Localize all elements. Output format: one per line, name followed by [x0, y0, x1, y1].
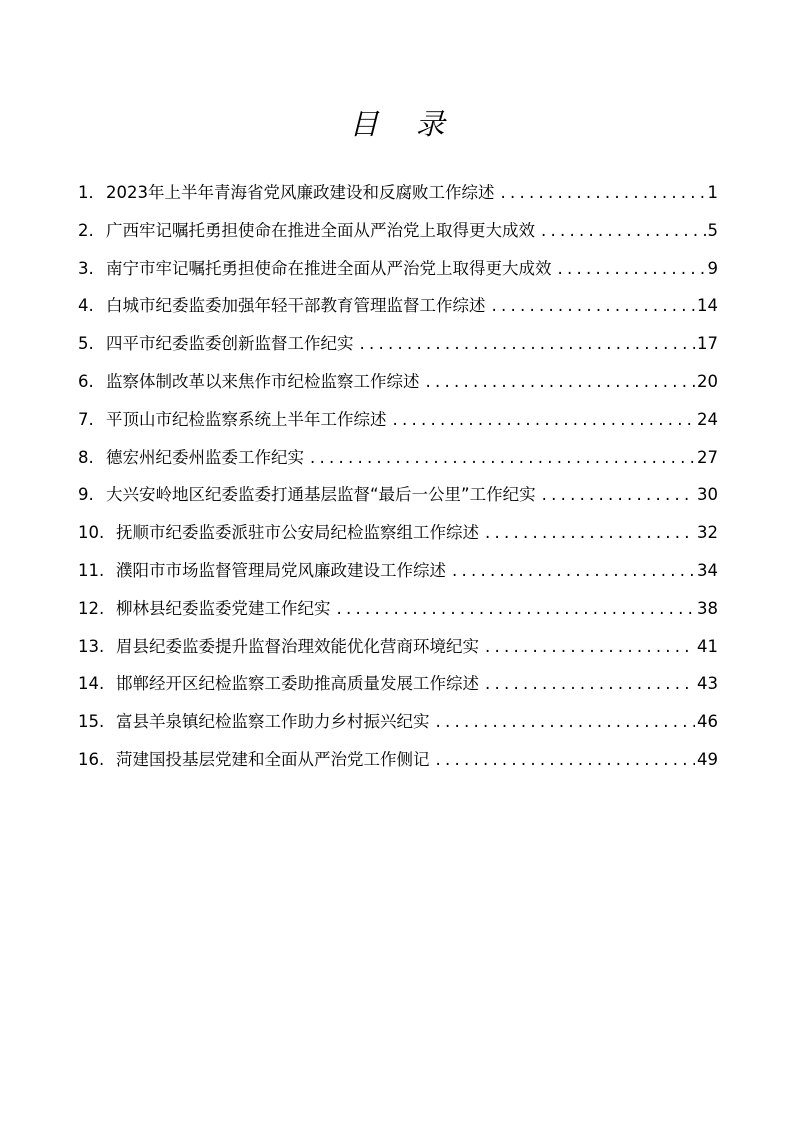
toc-entry-title: 白城市纪委监委加强年轻干部教育管理监督工作综述 — [106, 296, 486, 316]
dot-leader — [485, 522, 695, 544]
toc-entry-page: 46 — [697, 712, 718, 732]
toc-entry-number: 15. — [78, 712, 105, 732]
toc-entry-title: 抚顺市纪委监委派驻市公安局纪检监察组工作综述 — [116, 523, 479, 543]
toc-entry-16[interactable] — [78, 739, 718, 771]
toc-entry-page: 17 — [697, 334, 718, 354]
toc-entry-title: 柳林县纪委监委党建工作纪实 — [116, 598, 331, 618]
toc-entry-page: 27 — [697, 447, 718, 467]
toc-entry-number: 9. — [78, 485, 94, 505]
toc-entry-6[interactable] — [78, 361, 718, 393]
page-title: 目 录 — [349, 107, 459, 141]
dot-leader — [393, 409, 696, 431]
toc-entry-number: 12. — [78, 598, 105, 618]
toc-entry-number: 13. — [78, 636, 105, 656]
toc-entry-title: 四平市纪委监委创新监督工作纪实 — [106, 334, 354, 354]
toc-entry-number: 3. — [78, 258, 94, 278]
toc-entry-number: 6. — [78, 372, 94, 391]
toc-entry-title: 濮阳市市场监督管理局党风廉政建设工作综述 — [116, 561, 446, 580]
toc-entry-number: 16. — [78, 750, 105, 769]
toc-entry-2[interactable] — [78, 210, 718, 242]
toc-entry-number: 4. — [78, 296, 94, 316]
toc-entry-title: 南宁市牢记嘱托勇担使命在推进全面从严治党上取得更大成效 — [106, 258, 552, 278]
toc-entry-title: 邯郸经开区纪检监察工委助推高质量发展工作综述 — [116, 674, 479, 694]
toc-entry-4[interactable] — [78, 285, 718, 317]
toc-entry-title: 眉县纪委监委提升监督治理效能优化营商环境纪实 — [116, 636, 479, 656]
toc-entry-12[interactable] — [78, 588, 718, 620]
toc-entry-11[interactable] — [78, 550, 718, 582]
dot-leader — [485, 673, 695, 695]
toc-entry-10[interactable] — [78, 512, 718, 544]
toc-entry-title: 2023年上半年青海省党风廉政建设和反腐败工作综述 — [106, 183, 495, 202]
toc-entry-title: 监察体制改革以来焦作市纪检监察工作综述 — [106, 372, 420, 391]
toc-entry-page: 24 — [697, 409, 718, 429]
dot-leader — [426, 371, 696, 393]
dot-leader — [541, 220, 706, 242]
toc-entry-7[interactable] — [78, 399, 718, 431]
dot-leader — [436, 711, 696, 733]
toc-entry-title: 大兴安岭地区纪委监委打通基层监督“最后一公里”工作纪实 — [106, 485, 536, 505]
toc-entry-page: 43 — [697, 674, 718, 694]
toc-entry-15[interactable] — [78, 701, 718, 733]
toc-entry-page: 49 — [697, 750, 718, 769]
toc-entry-1[interactable] — [78, 172, 718, 204]
dot-leader — [501, 182, 706, 204]
dot-leader — [310, 447, 695, 469]
toc-entry-page: 41 — [697, 636, 718, 656]
toc-entry-page: 14 — [697, 296, 718, 316]
dot-leader — [542, 484, 695, 506]
toc-entry-page: 32 — [697, 523, 718, 543]
toc-entry-9[interactable] — [78, 474, 718, 506]
toc-entry-page: 20 — [697, 372, 718, 391]
toc-entry-8[interactable] — [78, 437, 718, 469]
toc-entry-page: 38 — [697, 598, 718, 618]
toc-entry-number: 7. — [78, 409, 94, 429]
toc-entry-number: 8. — [78, 447, 94, 467]
toc-entry-page: 1 — [707, 183, 718, 202]
toc-entry-title: 平顶山市纪检监察系统上半年工作综述 — [106, 409, 387, 429]
toc-entry-page: 5 — [707, 220, 718, 240]
toc-entry-number: 5. — [78, 334, 94, 354]
dot-leader — [485, 636, 695, 658]
toc-entry-page: 9 — [707, 258, 718, 278]
toc-entry-number: 14. — [78, 674, 105, 694]
dot-leader — [558, 258, 706, 280]
toc-entry-title: 德宏州纪委州监委工作纪实 — [106, 447, 304, 467]
toc-entry-5[interactable] — [78, 323, 718, 355]
toc-entry-title: 菏建国投基层党建和全面从严治党工作侧记 — [116, 750, 430, 769]
toc-entry-number: 1． — [78, 183, 105, 202]
toc-entry-page: 34 — [697, 561, 718, 580]
toc-entry-title: 广西牢记嘱托勇担使命在推进全面从严治党上取得更大成效 — [106, 220, 535, 240]
dot-leader — [337, 598, 696, 620]
toc-entry-number: 11. — [78, 561, 105, 580]
toc-entry-14[interactable] — [78, 663, 718, 695]
dot-leader — [436, 749, 696, 771]
toc-entry-number: 2. — [78, 220, 94, 240]
toc-entry-13[interactable] — [78, 626, 718, 658]
dot-leader — [492, 295, 696, 317]
dot-leader — [360, 333, 696, 355]
dot-leader — [452, 560, 695, 582]
toc-entry-number: 10. — [78, 523, 105, 543]
toc-entry-title: 富县羊泉镇纪检监察工作助力乡村振兴纪实 — [116, 712, 430, 732]
toc-entry-3[interactable] — [78, 248, 718, 280]
toc-entry-page: 30 — [697, 485, 718, 505]
